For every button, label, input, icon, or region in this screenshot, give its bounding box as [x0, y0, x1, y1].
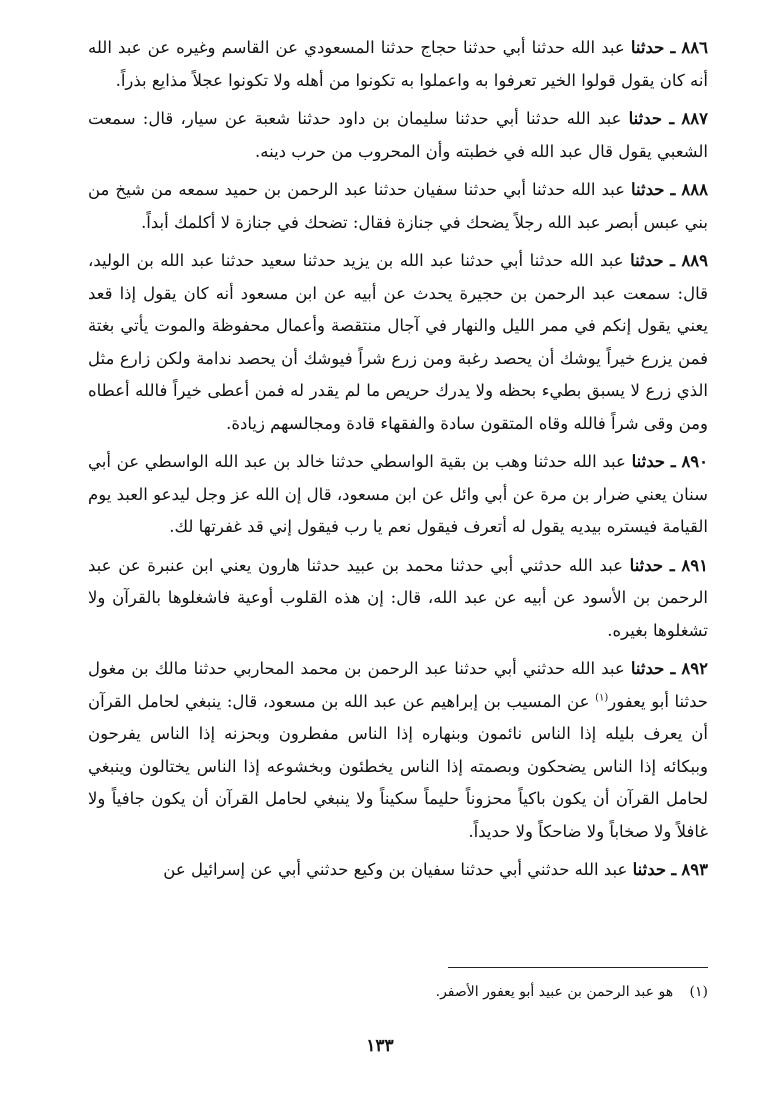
- dash: ـ: [670, 659, 676, 678]
- hadith-text: عبد الله حدثني أبي حدثنا محمد بن عبيد حدثنا هارون يعني ابن عنبرة عن عبد الرحمن بن الأسود عن أبيه عن عبد الله، قال: إن هذه القلوب أوعية فاشغلوها بالقرآن ولا تشغلوها بغيره.: [88, 555, 708, 640]
- footnote-number: (١): [689, 984, 708, 1000]
- dash: ـ: [669, 555, 675, 575]
- hadith-890: [88, 444, 708, 544]
- hadith-887: [88, 101, 708, 168]
- hadith-number: ٨٨٧: [681, 109, 709, 128]
- hadith-text: عبد الله حدثنا أبي حدثنا سليمان بن داود حدثنا شعبة عن سيار، قال: سمعت الشعبي يقول قال عبد الله في خطبته وأن المحروب من حرب دينه.: [88, 109, 708, 161]
- dash: ـ: [671, 860, 677, 879]
- footnote-reference[interactable]: (١): [595, 692, 609, 703]
- footnote: [436, 982, 708, 1002]
- hadith-text: عبد الله حدثنا أبي حدثنا عبد الله بن يزيد حدثنا سعيد حدثنا عبد الله بن الوليد، قال: سمعت عبد الرحمن بن حجيرة يحدث عن أبيه عن ابن مسعود أنه كان يقول إذا قعد يعني يقول إنكم في ممر الليل والنهار في آجال منتقصة وأعمال محفوظة والموت يأتي بغتة فمن يزرع خيراً يوشك أن يحصد رغبة ومن زرع شراً فيوشك أن يحصد ندامة ولكن زارع مثل الذي زرع لا يسبق بطيء بحظه ولا يدرك حريص ما لم يقدر له فمن أعطى خيراً فالله أعطاه ومن وقى شراً فالله وقاه المتقون سادة والفقهاء قادة ومجالسهم زيادة.: [88, 251, 708, 433]
- dash: ـ: [670, 251, 675, 270]
- hadith-number: ٨٩٠: [681, 452, 709, 471]
- hadith-text: عبد الله حدثنا أبي حدثنا حجاج حدثنا المسعودي عن القاسم وغيره عن عبد الله أنه كان يقول قولوا الخير تعرفوا به واعملوا به تكونوا من أهله ولا تكونوا عجلاً مذايع بذراً.: [88, 38, 708, 90]
- hadith-888: [88, 172, 708, 239]
- dash: ـ: [669, 109, 675, 128]
- hadith-number: ٨٩١: [681, 555, 709, 575]
- hadith-lead: حدثنا: [628, 109, 663, 128]
- hadith-lead: حدثنا: [630, 659, 665, 678]
- page-body: [88, 30, 708, 891]
- hadith-number: ٨٩٢: [681, 659, 708, 678]
- hadith-891: [88, 548, 708, 648]
- page-number: ١٣٣: [366, 1036, 394, 1056]
- hadith-lead: حدثنا: [631, 452, 666, 471]
- hadith-889: [88, 243, 708, 440]
- hadith-892: [88, 651, 708, 848]
- hadith-text: عبد الله حدثنا وهب بن بقية الواسطي حدثنا خالد بن عبد الله الواسطي عن أبي سنان يعني ضرار بن مرة عن أبي وائل عن ابن مسعود، قال إن الله عز وجل ليدعو العبد يوم القيامة فيستره بيديه يقول له أتعرف فيقول نعم يا رب فيقول إني قد غفرتها لك.: [88, 452, 708, 536]
- hadith-number: ٨٨٨: [681, 180, 709, 199]
- hadith-lead: حدثنا: [630, 251, 664, 270]
- hadith-number: ٨٨٦: [681, 38, 709, 57]
- footnote-text: هو عبد الرحمن بن عبيد أبو يعفور الأصفر.: [435, 984, 674, 1000]
- footnote-divider: [448, 967, 708, 968]
- hadith-lead: حدثنا: [632, 860, 667, 879]
- dash: ـ: [670, 38, 676, 57]
- hadith-lead: حدثنا: [631, 180, 665, 199]
- hadith-number: ٨٨٩: [681, 251, 709, 270]
- hadith-text: عبد الله حدثني أبي حدثنا عبد الرحمن بن محمد المحاربي حدثنا مالك بن مغول حدثنا أبو يعفور: [88, 659, 708, 711]
- hadith-number: ٨٩٣: [681, 860, 708, 879]
- hadith-893: [88, 852, 708, 887]
- hadith-text: عبد الله حدثنا أبي حدثنا سفيان حدثنا عبد الرحمن بن حميد سمعه من شيخ من بني عبس أبصر عبد الله رجلاً يضحك في جنازة فقال: تضحك في جنازة لا أكلمك أبداً.: [88, 180, 708, 232]
- dash: ـ: [670, 180, 676, 199]
- hadith-text: عبد الله حدثني أبي حدثنا سفيان بن وكيع حدثني أبي عن إسرائيل عن: [163, 860, 628, 879]
- hadith-lead: حدثنا: [630, 38, 665, 57]
- hadith-lead: حدثنا: [629, 555, 664, 575]
- hadith-text-continued: عن المسيب بن إبراهيم عن عبد الله بن مسعود، قال: ينبغي لحامل القرآن أن يعرف بليله إذا الناس نائمون وبنهاره إذا الناس مفطرون وبحزنه إذا الناس يفرحون وببكائه إذا الناس يضحكون وبصمته إذا الناس يخطئون وبخشوعه إذا الناس يختالون وينبغي لحامل القرآن أن يكون باكياً محزوناً حليماً سكيناً ولا ينبغي لحامل القرآن أن يكون جافياً ولا غافلاً ولا صخاباً ولا ضاحكاً ولا حديداً.: [88, 691, 708, 841]
- hadith-886: [88, 30, 708, 97]
- dash: ـ: [670, 452, 676, 471]
